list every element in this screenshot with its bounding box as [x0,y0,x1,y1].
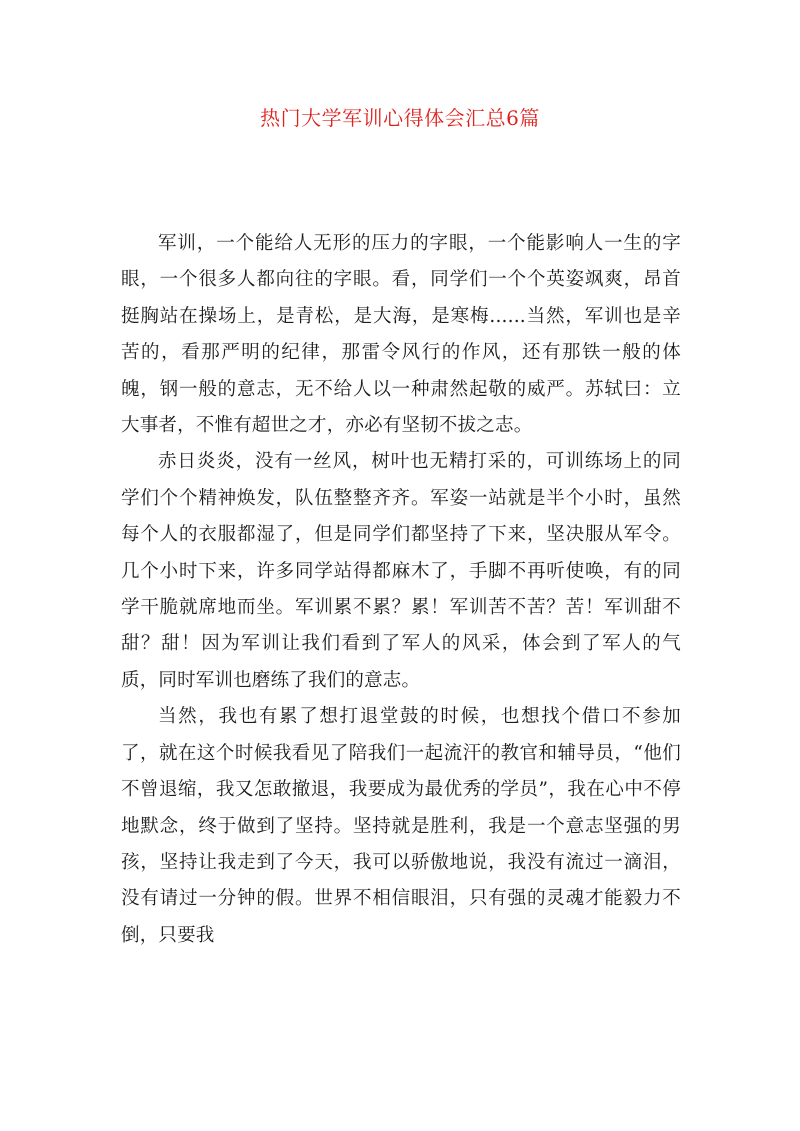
document-title: 热门大学军训心得体会汇总6篇 [260,106,540,130]
document-body [121,226,681,954]
paragraph-3: 当然，我也有累了想打退堂鼓的时候，也想找个借口不参加了，就在这个时候我看见了陪我们一起流汗的教官和辅导员，“他们不曾退缩，我又怎敢撤退，我要成为最优秀的学员”，我在心中不停地默念，终于做到了坚持。坚持就是胜利，我是一个意志坚强的男孩，坚持让我走到了今天，我可以骄傲地说，我没有流过一滴泪，没有请过一分钟的假。世界不相信眼泪，只有强的灵魂才能毅力不倒，只要我 [121,706,681,946]
paragraph-1: 军训，一个能给人无形的压力的字眼，一个能影响人一生的字眼，一个很多人都向往的字眼。看，同学们一个个英姿飒爽，昂首挺胸站在操场上，是青松，是大海，是寒梅......当然，军训也是辛苦的，看那严明的纪律，那雷令风行的作风，还有那铁一般的体魄，钢一般的意志，无不给人以一种肃然起敬的威严。苏轼曰：立大事者，不惟有超世之才，亦必有坚韧不拔之志。 [121,233,681,437]
paragraph-2: 赤日炎炎，没有一丝风，树叶也无精打采的，可训练场上的同学们个个精神焕发，队伍整整齐齐。军姿一站就是半个小时，虽然每个人的衣服都湿了，但是同学们都坚持了下来，坚决服从军令。几个小时下来，许多同学站得都麻木了，手脚不再听使唤，有的同学干脆就席地而坐。军训累不累？累！军训苦不苦？苦！军训甜不甜？甜！因为军训让我们看到了军人的风采，体会到了军人的气质，同时军训也磨练了我们的意志。 [121,451,681,691]
